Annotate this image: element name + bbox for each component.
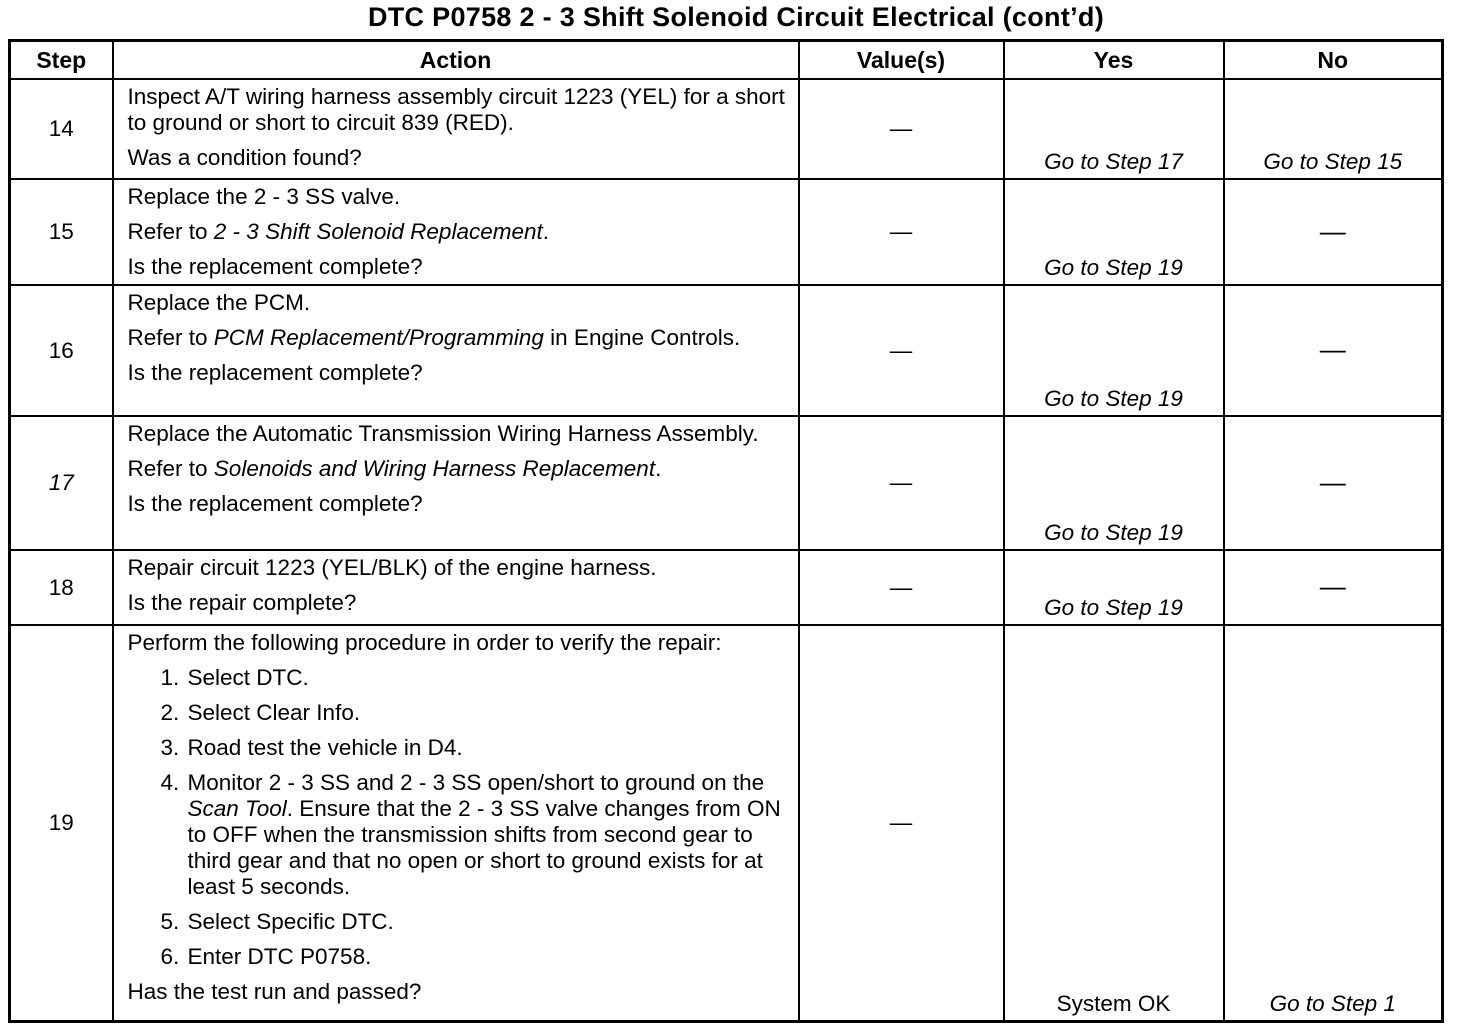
action-text: Replace the 2 - 3 SS valve. xyxy=(127,184,401,209)
action-cell xyxy=(113,625,799,1021)
header-step: Step xyxy=(10,41,113,80)
action-question: Is the repair complete? xyxy=(127,590,357,615)
yes-link[interactable]: Go to Step 19 xyxy=(1044,595,1183,620)
yes-link[interactable]: Go to Step 17 xyxy=(1044,149,1183,174)
yes-link[interactable]: Go to Step 19 xyxy=(1044,386,1183,411)
table-row xyxy=(10,416,1443,550)
list-item: 2. Select Clear Info. xyxy=(186,700,790,726)
value-cell: — xyxy=(799,179,1004,285)
action-question: Was a condition found? xyxy=(127,145,362,170)
action-text: Repair circuit 1223 (YEL/BLK) of the engine harness. xyxy=(127,555,657,580)
yes-cell xyxy=(1004,550,1224,625)
action-cell xyxy=(113,550,799,625)
action-reference xyxy=(128,325,790,351)
action-text: Replace the Automatic Transmission Wiring Harness Assembly. xyxy=(127,421,759,446)
list-item: 1. Select DTC. xyxy=(186,665,790,691)
action-question: Is the replacement complete? xyxy=(127,360,423,385)
table-header-row xyxy=(10,41,1443,80)
step-number: 15 xyxy=(10,179,113,285)
header-action: Action xyxy=(113,41,799,80)
no-link[interactable]: Go to Step 1 xyxy=(1269,990,1396,1016)
no-cell: — xyxy=(1224,179,1443,285)
header-yes: Yes xyxy=(1004,41,1224,80)
yes-cell xyxy=(1004,416,1224,550)
value-cell: — xyxy=(799,550,1004,625)
reference-suffix: in Engine Controls. xyxy=(543,325,741,350)
table-row xyxy=(10,79,1443,179)
list-item xyxy=(186,770,790,900)
action-cell xyxy=(113,285,799,416)
step-number: 19 xyxy=(10,625,113,1021)
action-reference xyxy=(128,456,790,482)
no-cell xyxy=(1224,625,1443,1021)
item-text-prefix: Monitor 2 - 3 SS and 2 - 3 SS open/short to ground on the xyxy=(187,770,765,795)
yes-cell xyxy=(1004,179,1224,285)
step-number: 16 xyxy=(10,285,113,416)
value-cell: — xyxy=(799,285,1004,416)
list-item: 6. Enter DTC P0758. xyxy=(186,944,790,970)
table-row xyxy=(10,285,1443,416)
header-no: No xyxy=(1224,41,1443,80)
yes-cell: System OK xyxy=(1004,625,1224,1021)
value-cell: — xyxy=(799,416,1004,550)
value-cell: — xyxy=(799,79,1004,179)
action-reference xyxy=(128,219,790,245)
reference-prefix: Refer to xyxy=(127,325,214,350)
no-cell: — xyxy=(1224,285,1443,416)
list-item: 3. Road test the vehicle in D4. xyxy=(186,735,790,761)
procedure-list xyxy=(128,665,790,970)
action-question: Is the replacement complete? xyxy=(127,254,423,279)
reference-suffix: . xyxy=(655,456,662,481)
yes-cell xyxy=(1004,79,1224,179)
scan-tool-reference: Scan Tool xyxy=(187,796,287,821)
reference-link[interactable]: PCM Replacement/Programming xyxy=(213,325,544,350)
no-cell: — xyxy=(1224,550,1443,625)
step-number: 18 xyxy=(10,550,113,625)
no-cell: — xyxy=(1224,416,1443,550)
reference-suffix: . xyxy=(542,219,550,244)
action-question: Has the test run and passed? xyxy=(127,979,422,1004)
action-cell xyxy=(113,416,799,550)
page-title: DTC P0758 2 - 3 Shift Solenoid Circuit Electrical (cont’d) xyxy=(367,2,1105,32)
reference-link[interactable]: Solenoids and Wiring Harness Replacement xyxy=(213,456,656,481)
action-text: Inspect A/T wiring harness assembly circuit 1223 (YEL) for a short to ground or short to circuit 839 (RED). xyxy=(127,84,785,135)
list-item: 5. Select Specific DTC. xyxy=(186,909,790,935)
action-cell xyxy=(113,179,799,285)
value-cell: — xyxy=(799,625,1004,1021)
table-row xyxy=(10,550,1443,625)
reference-prefix: Refer to xyxy=(127,456,214,481)
yes-cell xyxy=(1004,285,1224,416)
header-values: Value(s) xyxy=(799,41,1004,80)
item-text-suffix: . Ensure that the 2 - 3 SS valve changes from ON to OFF when the transmission shifts from second gear to third gear and that no open or short to ground exists for at least 5 seconds. xyxy=(187,796,781,899)
step-number: 14 xyxy=(10,79,113,179)
reference-prefix: Refer to xyxy=(127,219,214,244)
yes-link[interactable]: Go to Step 19 xyxy=(1044,520,1183,545)
no-link[interactable]: Go to Step 15 xyxy=(1263,149,1403,174)
diagnostic-table xyxy=(8,39,1444,1023)
yes-link[interactable]: Go to Step 19 xyxy=(1044,255,1183,280)
step-number: 17 xyxy=(10,416,113,550)
action-question: Is the replacement complete? xyxy=(127,491,423,516)
action-text: Replace the PCM. xyxy=(127,290,311,315)
action-cell xyxy=(113,79,799,179)
table-row xyxy=(10,179,1443,285)
reference-link[interactable]: 2 - 3 Shift Solenoid Replacement xyxy=(213,219,543,244)
action-intro: Perform the following procedure in order to verify the repair: xyxy=(127,630,722,655)
no-cell xyxy=(1224,79,1443,179)
table-row xyxy=(10,625,1443,1021)
